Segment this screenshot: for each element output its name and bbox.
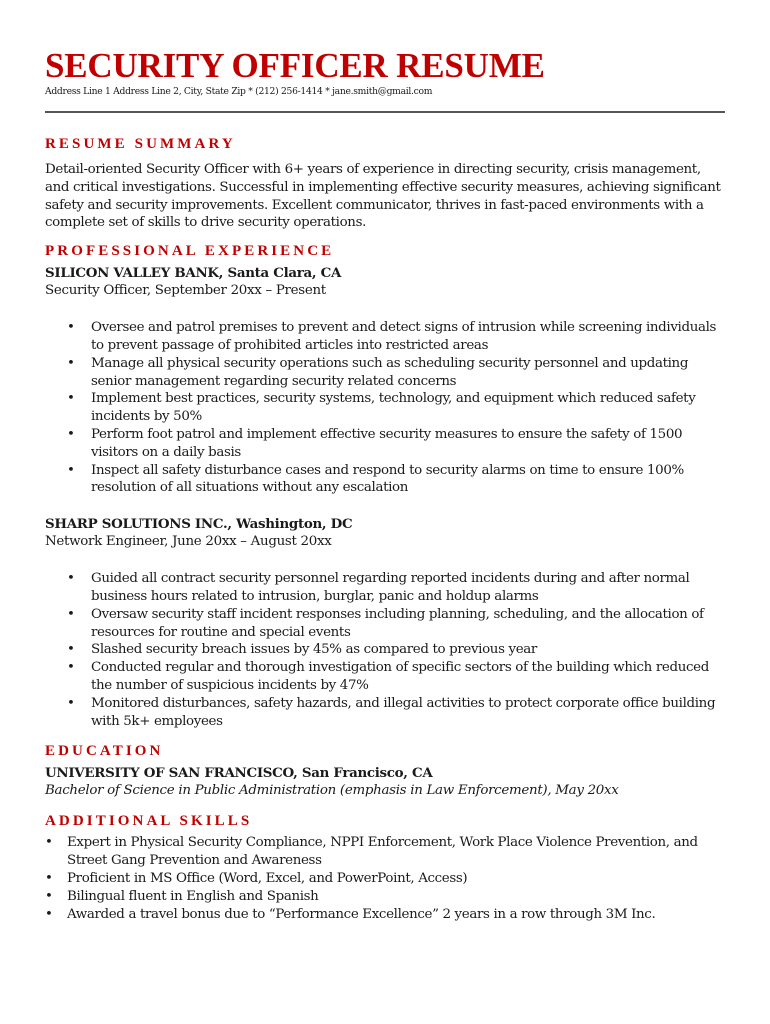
bullet-icon: • bbox=[67, 571, 75, 587]
skill-item: • Awarded a travel bonus due to “Performance Excellence” 2 years in a row through 3M Inc. bbox=[45, 906, 656, 922]
job-bullet-list bbox=[45, 319, 727, 497]
header-divider bbox=[45, 111, 725, 113]
skills-list bbox=[45, 834, 727, 923]
job-bullet-list bbox=[45, 570, 727, 730]
summary-text: Detail-oriented Security Officer with 6+ years of experience in directing security, crisis management, and critical investigations. Successful in implementing effective security measures, achieving significant safety and security improvements. Excellent communicator, thrives in fast-paced environments with a complete set of skills to drive security operations. bbox=[45, 162, 721, 231]
school-name: UNIVERSITY OF SAN FRANCISCO, San Francisco, CA bbox=[45, 765, 433, 782]
section-heading-skills: ADDITIONAL SKILLS bbox=[45, 813, 253, 830]
job-bullet: • Implement best practices, security systems, technology, and equipment which reduced safety incidents by 50% bbox=[67, 391, 696, 425]
job-bullet: • Perform foot patrol and implement effective security measures to ensure the safety of 1500 visitors on a daily basis bbox=[67, 426, 683, 460]
bullet-icon: • bbox=[67, 660, 75, 676]
employer-name: SILICON VALLEY BANK, Santa Clara, CA bbox=[45, 265, 342, 282]
job-bullet: • Guided all contract security personnel regarding reported incidents during and after normal business hours related to intrusion, burglar, panic and holdup alarms bbox=[67, 571, 690, 604]
employer-name: SHARP SOLUTIONS INC., Washington, DC bbox=[45, 516, 353, 533]
skill-item: • Expert in Physical Security Compliance, NPPI Enforcement, Work Place Violence Prevention, and Street Gang Prevention and Awareness bbox=[45, 835, 698, 869]
bullet-icon: • bbox=[67, 606, 75, 622]
skill-item: • Proficient in MS Office (Word, Excel, and PowerPoint, Access) bbox=[45, 870, 468, 886]
bullet-icon: • bbox=[45, 906, 53, 922]
bullet-icon: • bbox=[67, 320, 75, 336]
job-bullet: • Oversee and patrol premises to prevent and detect signs of intrusion while screening individuals to prevent passage of prohibited articles into restricted areas bbox=[67, 320, 717, 353]
job-bullet: • Manage all physical security operations such as scheduling security personnel and updating senior management regarding security related concerns bbox=[67, 355, 689, 389]
bullet-icon: • bbox=[67, 642, 75, 658]
bullet-icon: • bbox=[67, 426, 75, 442]
job-entry bbox=[45, 264, 727, 497]
bullet-icon: • bbox=[45, 870, 53, 886]
bullet-icon: • bbox=[67, 355, 75, 371]
job-bullet: • Oversaw security staff incident responses including planning, scheduling, and the allocation of resources for routine and special events bbox=[67, 606, 704, 640]
job-bullet: • Inspect all safety disturbance cases and respond to security alarms on time to ensure 100% resolution of all situations without any escalation bbox=[67, 462, 684, 496]
bullet-icon: • bbox=[67, 391, 75, 407]
resume-page bbox=[45, 46, 727, 923]
skill-item: • Bilingual fluent in English and Spanish bbox=[45, 888, 319, 904]
job-role: Network Engineer, June 20xx – August 20xx bbox=[45, 534, 332, 550]
section-heading-summary: RESUME SUMMARY bbox=[45, 136, 236, 152]
bullet-icon: • bbox=[67, 695, 75, 711]
job-entry bbox=[45, 515, 727, 730]
job-bullet: • Conducted regular and thorough investigation of specific sectors of the building which reduced the number of suspicious incidents by 47% bbox=[67, 660, 709, 693]
contact-line: Address Line 1 Address Line 2, City, State Zip * (212) 256-1414 * jane.smith@gmail.com bbox=[45, 86, 433, 97]
bullet-icon: • bbox=[45, 835, 53, 851]
degree: Bachelor of Science in Public Administration (emphasis in Law Enforcement), May 20xx bbox=[45, 783, 619, 799]
job-role: Security Officer, September 20xx – Present bbox=[45, 283, 326, 299]
bullet-icon: • bbox=[45, 888, 53, 904]
job-bullet: • Slashed security breach issues by 45% as compared to previous year bbox=[67, 642, 537, 658]
section-heading-education: EDUCATION bbox=[45, 743, 164, 760]
job-bullet: • Monitored disturbances, safety hazards, and illegal activities to protect corporate office building with 5k+ employees bbox=[67, 695, 716, 729]
section-heading-experience: PROFESSIONAL EXPERIENCE bbox=[45, 243, 335, 260]
resume-title: SECURITY OFFICER RESUME bbox=[45, 46, 545, 85]
bullet-icon: • bbox=[67, 462, 75, 478]
